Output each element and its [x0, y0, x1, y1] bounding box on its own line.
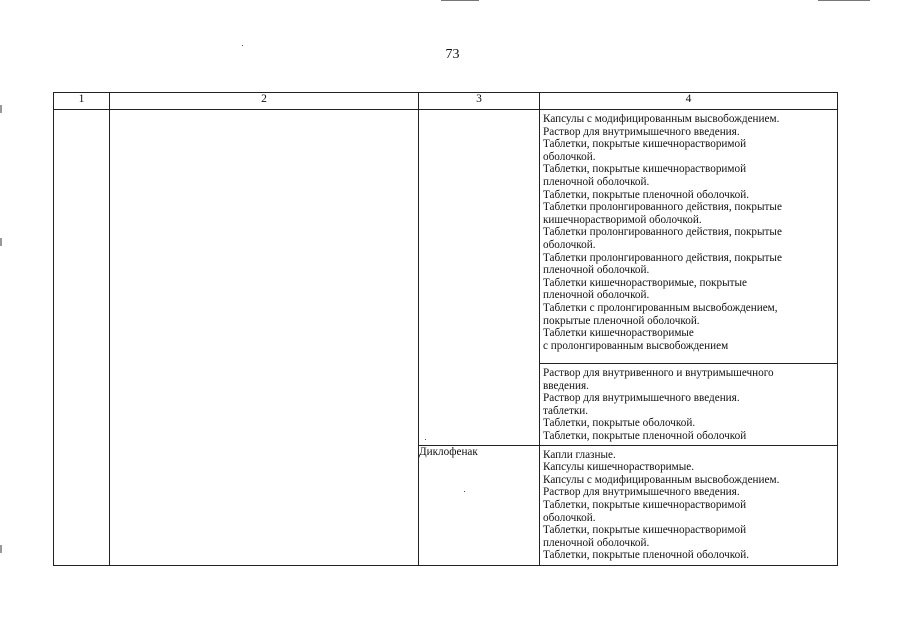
dosage-form-line: оболочкой. — [543, 150, 596, 163]
dosage-form-line: Капсулы кишечнорастворимые. — [543, 461, 695, 474]
dosage-form-line: Капли глазные. — [543, 448, 616, 461]
dosage-form-line: Таблетки, покрытые кишечнорастворимой — [543, 163, 747, 176]
dosage-form-line: пленочной оболочкой. — [543, 264, 650, 277]
dosage-forms-cell — [540, 110, 838, 364]
code-cell — [54, 110, 110, 566]
scan-speck — [242, 45, 243, 46]
dosage-form-line: Таблетки, покрытые кишечнорастворимой — [543, 524, 747, 537]
drug-name-cell: Диклофенак — [419, 445, 540, 565]
dosage-form-line: Таблетки, покрытые пленочной оболочкой — [543, 429, 747, 442]
column-header-3: 3 — [419, 93, 540, 110]
dosage-form-line: Таблетки, покрытые оболочкой. — [543, 417, 696, 430]
dosage-form-line: Таблетки пролонгированного действия, покрытые — [543, 201, 782, 214]
header-row — [54, 93, 838, 110]
table-row — [54, 110, 838, 364]
medicines-table — [53, 92, 838, 566]
dosage-form-line: покрытые пленочной оболочкой. — [543, 314, 700, 327]
dosage-form-line: таблетки. — [543, 404, 589, 417]
dosage-form-line: Капсулы с модифицированным высвобождением. — [543, 473, 780, 486]
dosage-form-line: оболочкой. — [543, 238, 596, 251]
group-cell — [110, 110, 419, 566]
scan-top-rule-right — [818, 0, 870, 1]
dosage-forms-list — [540, 446, 837, 564]
dosage-form-line: Таблетки кишечнорастворимые — [543, 327, 694, 340]
dosage-form-line: Раствор для внутримышечного введения. — [543, 125, 740, 138]
dosage-form-line: с пролонгированным высвобождением — [543, 339, 729, 352]
dosage-forms-list — [540, 364, 837, 445]
dosage-form-line: Таблетки, покрытые пленочной оболочкой. — [543, 549, 749, 562]
dosage-form-line: Таблетки, покрытые кишечнорастворимой — [543, 138, 747, 151]
dosage-form-line: пленочной оболочкой. — [543, 175, 650, 188]
page-number: 73 — [445, 47, 460, 62]
column-header-1: 1 — [54, 93, 110, 110]
scan-top-rule-left — [441, 0, 479, 1]
dosage-forms-list — [540, 110, 837, 354]
dosage-forms-cell — [540, 364, 838, 446]
dosage-form-line: пленочной оболочкой. — [543, 289, 650, 302]
dosage-form-line: Таблетки, покрытые пленочной оболочкой. — [543, 188, 749, 201]
column-header-4: 4 — [540, 93, 838, 110]
dosage-form-line: введения. — [543, 379, 589, 392]
dosage-form-line: кишечнорастворимой оболочкой. — [543, 213, 702, 226]
column-header-2: 2 — [110, 93, 419, 110]
dosage-form-line: оболочкой. — [543, 511, 596, 524]
dosage-form-line: Таблетки с пролонгированным высвобождением, — [543, 301, 778, 314]
dosage-form-line: Таблетки, покрытые кишечнорастворимой — [543, 498, 747, 511]
dosage-form-line: Раствор для внутримышечного введения. — [543, 486, 740, 499]
dosage-form-line: Раствор для внутримышечного введения. — [543, 392, 740, 405]
dosage-form-line: Капсулы с модифицированным высвобождением. — [543, 113, 780, 125]
drug-name-cell — [419, 110, 540, 446]
scan-edge-mark — [0, 105, 2, 113]
scan-edge-mark — [0, 238, 2, 246]
dosage-form-line: Таблетки пролонгированного действия, покрытые — [543, 251, 782, 264]
dosage-form-line: Таблетки кишечнорастворимые, покрытые — [543, 276, 747, 289]
dosage-form-line: Раствор для внутривенного и внутримышечного — [543, 367, 774, 379]
dosage-form-line: Таблетки пролонгированного действия, покрытые — [543, 226, 782, 239]
dosage-form-line: пленочной оболочкой. — [543, 536, 650, 549]
dosage-forms-cell — [540, 445, 838, 565]
scan-edge-mark — [0, 545, 2, 553]
